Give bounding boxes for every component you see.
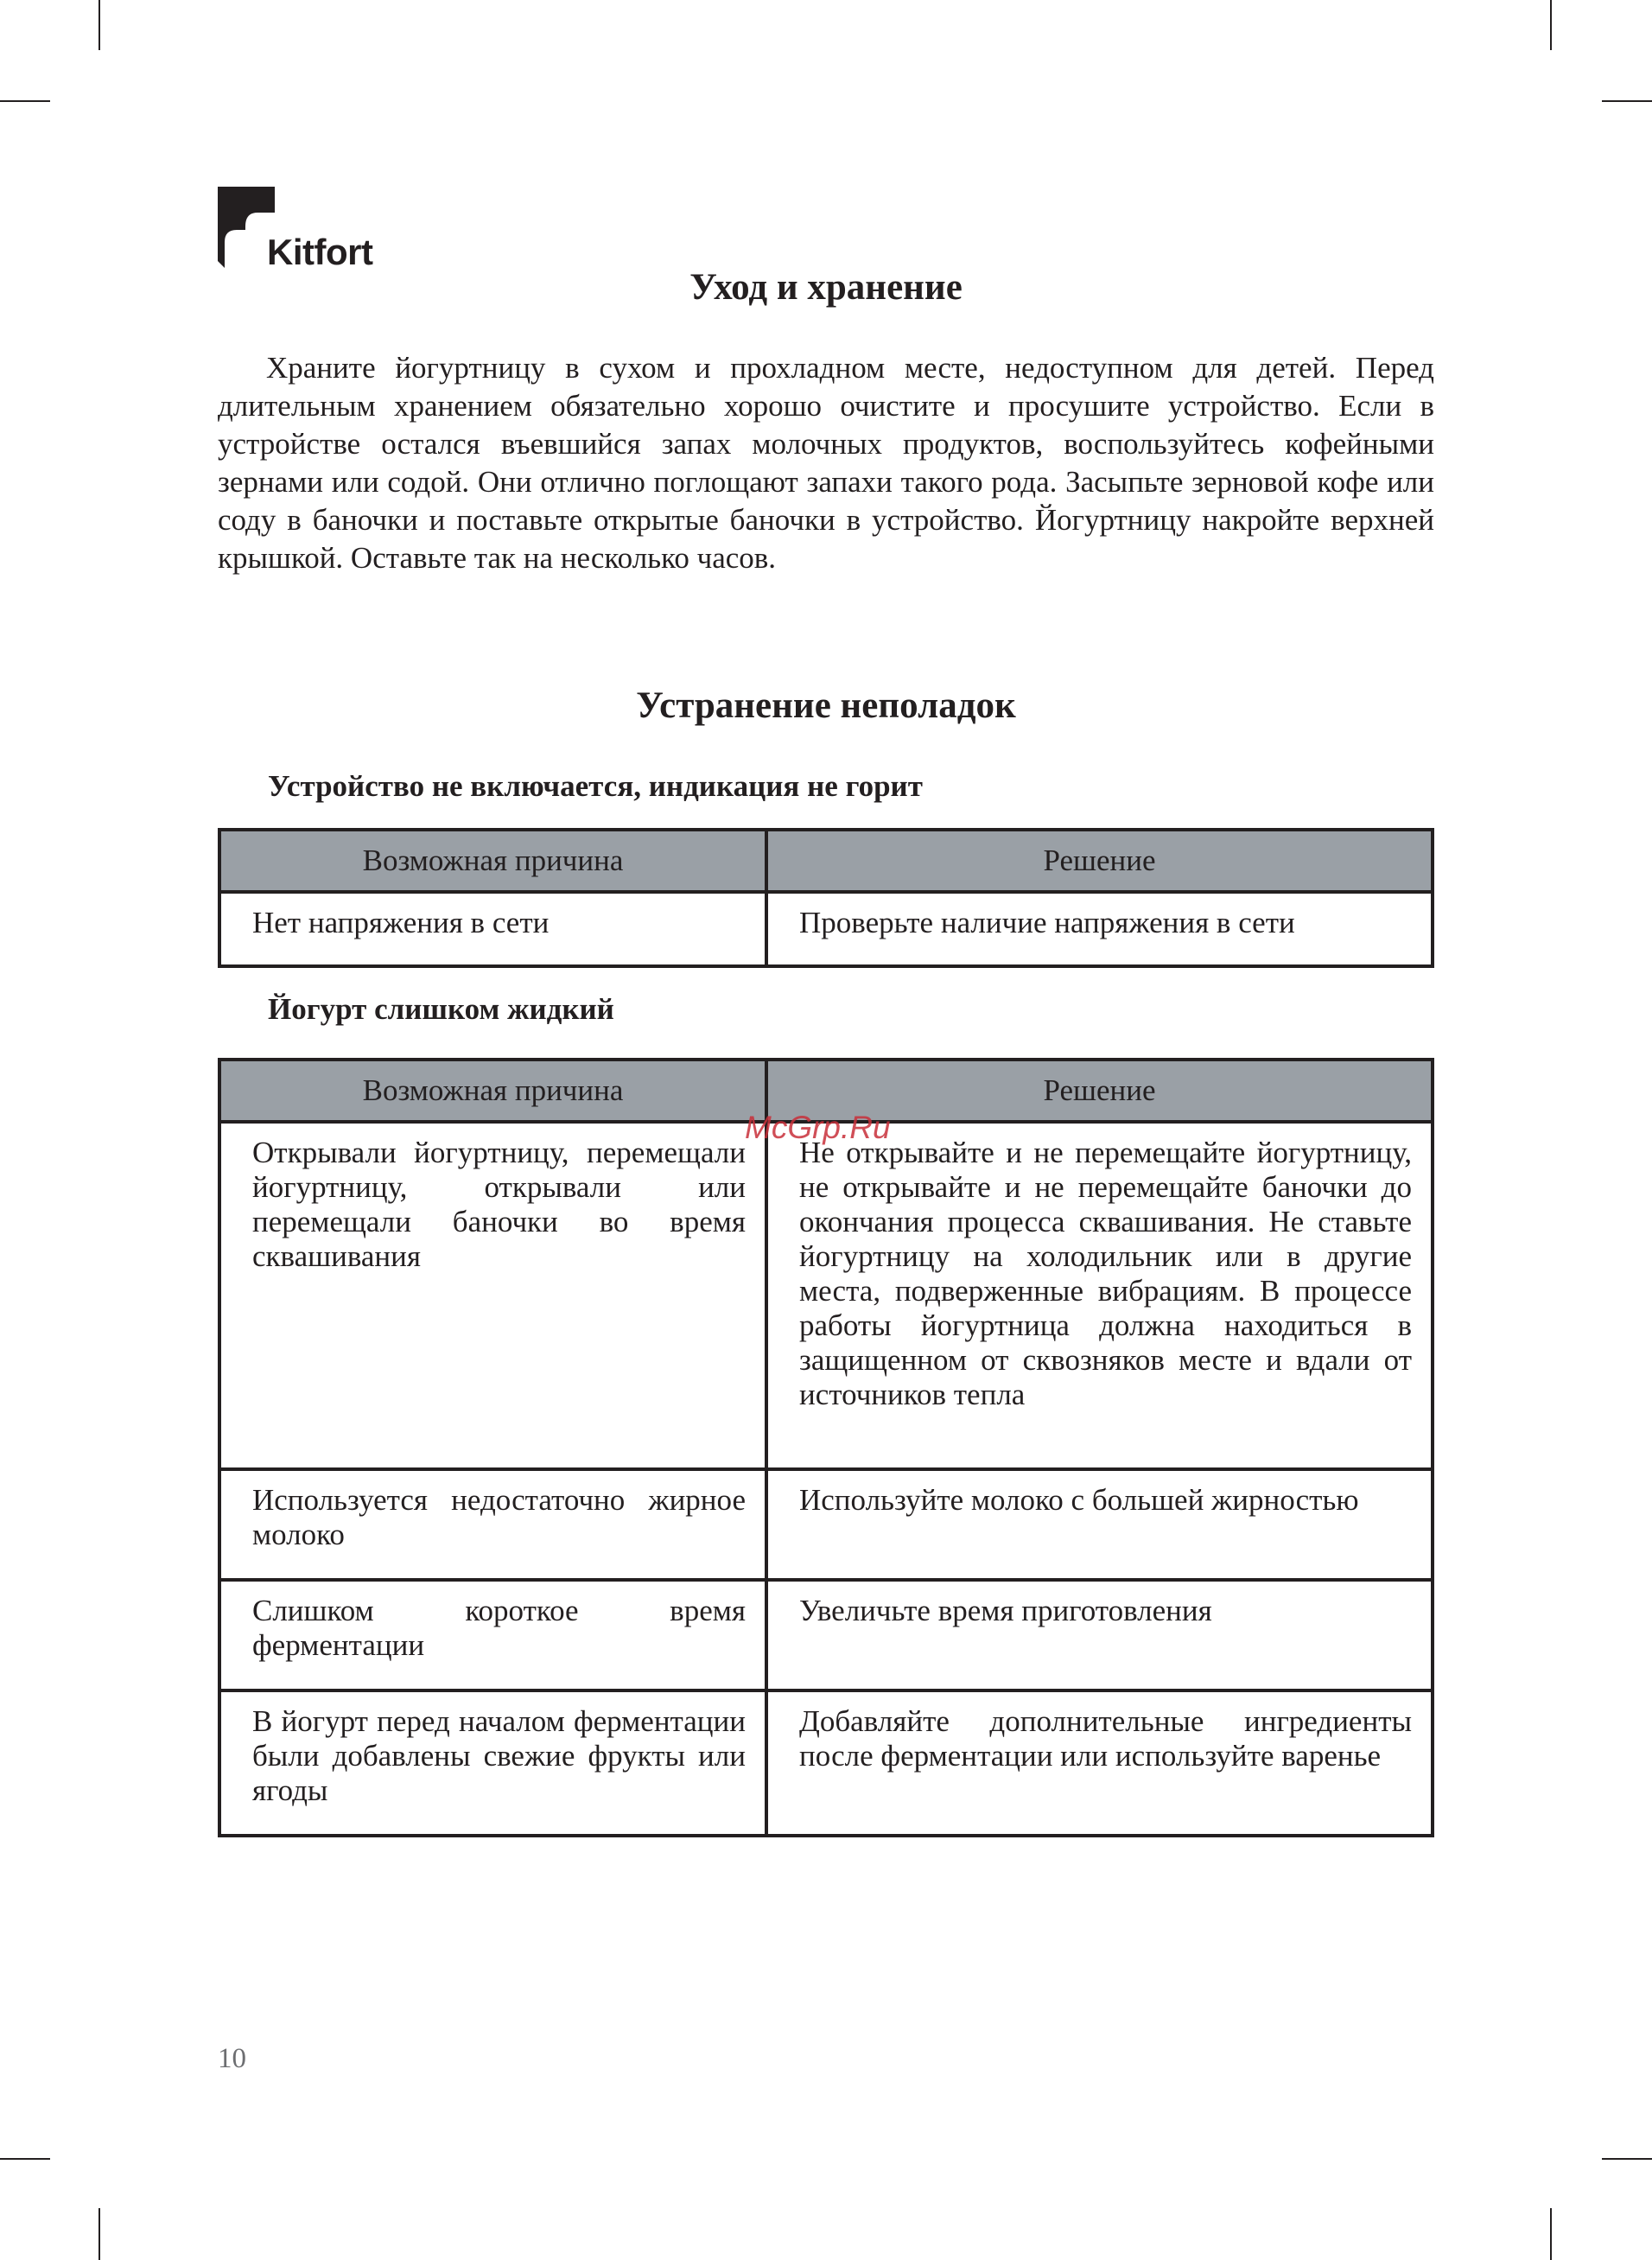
watermark: McGrp.Ru	[745, 1110, 891, 1145]
crop-mark	[0, 2158, 50, 2160]
cause-cell: Слишком короткое время ферментации	[219, 1580, 766, 1690]
table-row	[219, 1122, 1433, 1469]
care-title: Уход и хранение	[689, 267, 963, 308]
table-header-row	[219, 830, 1433, 892]
solution-cell: Проверьте наличие напряжения в сети	[766, 892, 1433, 966]
cause-cell: Открывали йогуртницу, перемещали йогуртницу, открывали или перемещали баночки во время сквашивания	[219, 1122, 766, 1469]
troubleshooting-table-2	[218, 1058, 1434, 1837]
table-row	[219, 892, 1433, 966]
column-header-cause: Возможная причина	[219, 830, 766, 892]
section-title: Устройство не включается, индикация не горит	[268, 769, 923, 803]
crop-mark	[0, 100, 50, 102]
brand-logo	[218, 187, 391, 273]
crop-mark	[1550, 2208, 1552, 2260]
crop-mark	[98, 0, 100, 50]
solution-cell: Добавляйте дополнительные ингредиенты после ферментации или используйте варенье	[766, 1690, 1433, 1836]
table-row	[219, 1580, 1433, 1690]
troubleshooting-table-1	[218, 828, 1434, 968]
page-number: 10	[218, 2043, 246, 2074]
cause-cell: Нет напряжения в сети	[219, 892, 766, 966]
solution-cell: Используйте молоко с большей жирностью	[766, 1469, 1433, 1580]
crop-mark	[98, 2208, 100, 2260]
troubleshooting-title: Устранение неполадок	[636, 685, 1016, 726]
table-row	[219, 1469, 1433, 1580]
brand-name: Kitfort	[267, 232, 373, 272]
crop-mark	[1550, 0, 1552, 50]
solution-cell: Увеличьте время приготовления	[766, 1580, 1433, 1690]
care-paragraph: Храните йогуртницу в сухом и прохладном месте, недоступном для детей. Перед длительным хранением обязательно хорошо очистите и просушите устройство. Если в устройстве остался въевшийся запах молочных продуктов, воспользуйтесь кофейными зернами или содой. Они отлично поглощают запахи такого рода. Засыпьте зерновой кофе или соду в баночки и поставьте открытые баночки в устройство. Йогуртницу накройте верхней крышкой. Оставьте так на несколько часов.	[218, 351, 1434, 575]
cause-cell: Используется недостаточно жирное молоко	[219, 1469, 766, 1580]
column-header-solution: Решение	[766, 830, 1433, 892]
solution-cell: Не открывайте и не перемещайте йогуртницу, не открывайте и не перемещайте баночки до окончания процесса сквашивания. Не ставьте йогуртницу на холодильник или в другие места, подверженные вибрациям. В процессе работы йогуртница должна находиться в защищенном от сквозняков месте и вдали от источников тепла	[766, 1122, 1433, 1469]
section-title: Йогурт слишком жидкий	[268, 992, 614, 1026]
column-header-solution: Решение	[766, 1060, 1433, 1122]
table-row	[219, 1690, 1433, 1836]
crop-mark	[1602, 100, 1652, 102]
crop-mark	[1602, 2158, 1652, 2160]
column-header-cause: Возможная причина	[219, 1060, 766, 1122]
cause-cell: В йогурт перед началом ферментации были добавлены свежие фрукты или ягоды	[219, 1690, 766, 1836]
